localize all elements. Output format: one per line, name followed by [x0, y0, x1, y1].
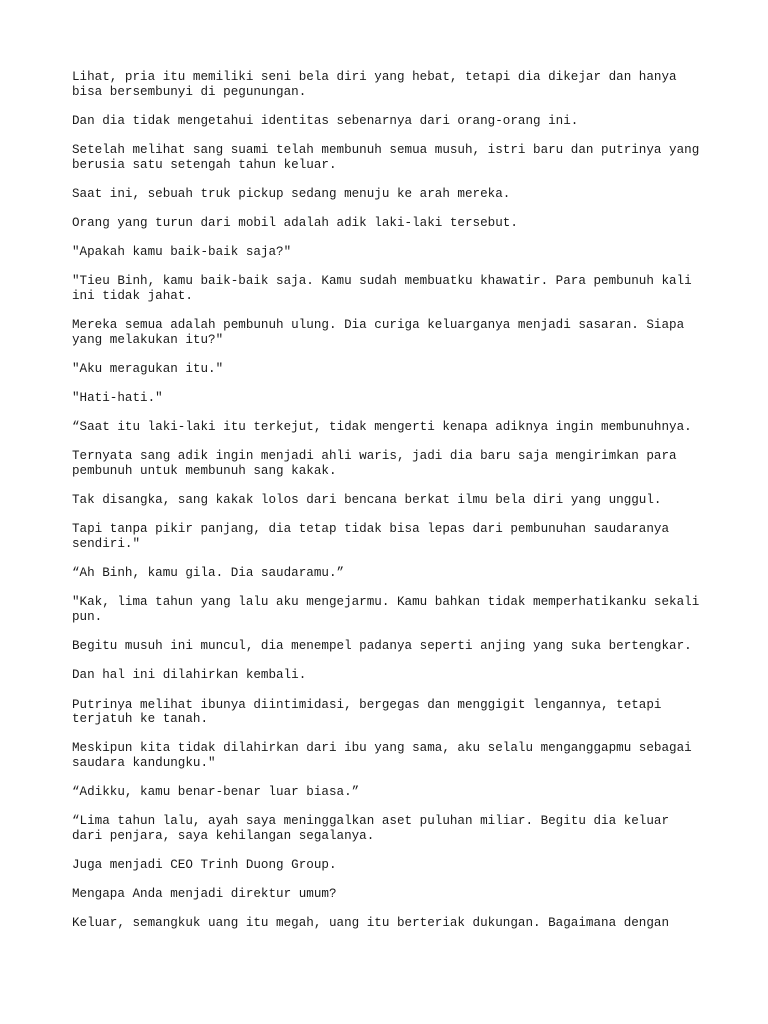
paragraph: Dan dia tidak mengetahui identitas sebenarnya dari orang-orang ini.	[72, 113, 579, 128]
paragraph: "Aku meragukan itu."	[72, 361, 224, 376]
paragraph: "Tieu Binh, kamu baik-baik saja. Kamu sudah membuatku khawatir. Para pembunuh kali ini tidak jahat.	[72, 274, 692, 303]
paragraph: Begitu musuh ini muncul, dia menempel padanya seperti anjing yang suka bertengkar.	[72, 639, 692, 654]
paragraph: "Hati-hati."	[72, 391, 163, 406]
paragraph: Juga menjadi CEO Trinh Duong Group.	[72, 858, 337, 873]
paragraph: “Ah Binh, kamu gila. Dia saudaramu.”	[72, 566, 345, 581]
paragraph: Keluar, semangkuk uang itu megah, uang itu berteriak dukungan. Bagaimana dengan	[72, 916, 670, 931]
paragraph: Orang yang turun dari mobil adalah adik laki-laki tersebut.	[72, 215, 518, 230]
paragraph: Setelah melihat sang suami telah membunuh semua musuh, istri baru dan putrinya yang berusia satu setengah tahun keluar.	[72, 142, 700, 172]
paragraph: Mereka semua adalah pembunuh ulung. Dia curiga keluarganya menjadi sasaran. Siapa yang melakukan itu?"	[72, 318, 685, 347]
paragraph: “Saat itu laki-laki itu terkejut, tidak mengerti kenapa adiknya ingin membunuhnya.	[72, 420, 692, 435]
paragraph: “Lima tahun lalu, ayah saya meninggalkan aset puluhan miliar. Begitu dia keluar dari penjara, saya kehilangan segalanya.	[72, 814, 670, 843]
paragraph: "Apakah kamu baik-baik saja?"	[72, 245, 292, 260]
paragraph: Lihat, pria itu memiliki seni bela diri yang hebat, tetapi dia dikejar dan hanya bisa bersembunyi di pegunungan.	[72, 70, 677, 99]
paragraph: Meskipun kita tidak dilahirkan dari ibu yang sama, aku selalu menganggapmu sebagai saudara kandungku."	[72, 741, 692, 770]
document-page	[72, 70, 702, 946]
paragraph: Dan hal ini dilahirkan kembali.	[72, 668, 307, 683]
paragraph: Saat ini, sebuah truk pickup sedang menuju ke arah mereka.	[72, 186, 511, 201]
paragraph: "Kak, lima tahun yang lalu aku mengejarmu. Kamu bahkan tidak memperhatikanku sekali pun.	[72, 595, 700, 624]
paragraph: Putrinya melihat ibunya diintimidasi, bergegas dan menggigit lengannya, tetapi terjatuh ke tanah.	[72, 697, 662, 727]
paragraph: Ternyata sang adik ingin menjadi ahli waris, jadi dia baru saja mengirimkan para pembunuh untuk membunuh sang kakak.	[72, 449, 677, 479]
paragraph: “Adikku, kamu benar-benar luar biasa.”	[72, 785, 360, 800]
paragraph: Tapi tanpa pikir panjang, dia tetap tidak bisa lepas dari pembunuhan saudaranya sendiri."	[72, 522, 670, 551]
paragraph: Tak disangka, sang kakak lolos dari bencana berkat ilmu bela diri yang unggul.	[72, 493, 662, 508]
paragraph: Mengapa Anda menjadi direktur umum?	[72, 887, 337, 902]
